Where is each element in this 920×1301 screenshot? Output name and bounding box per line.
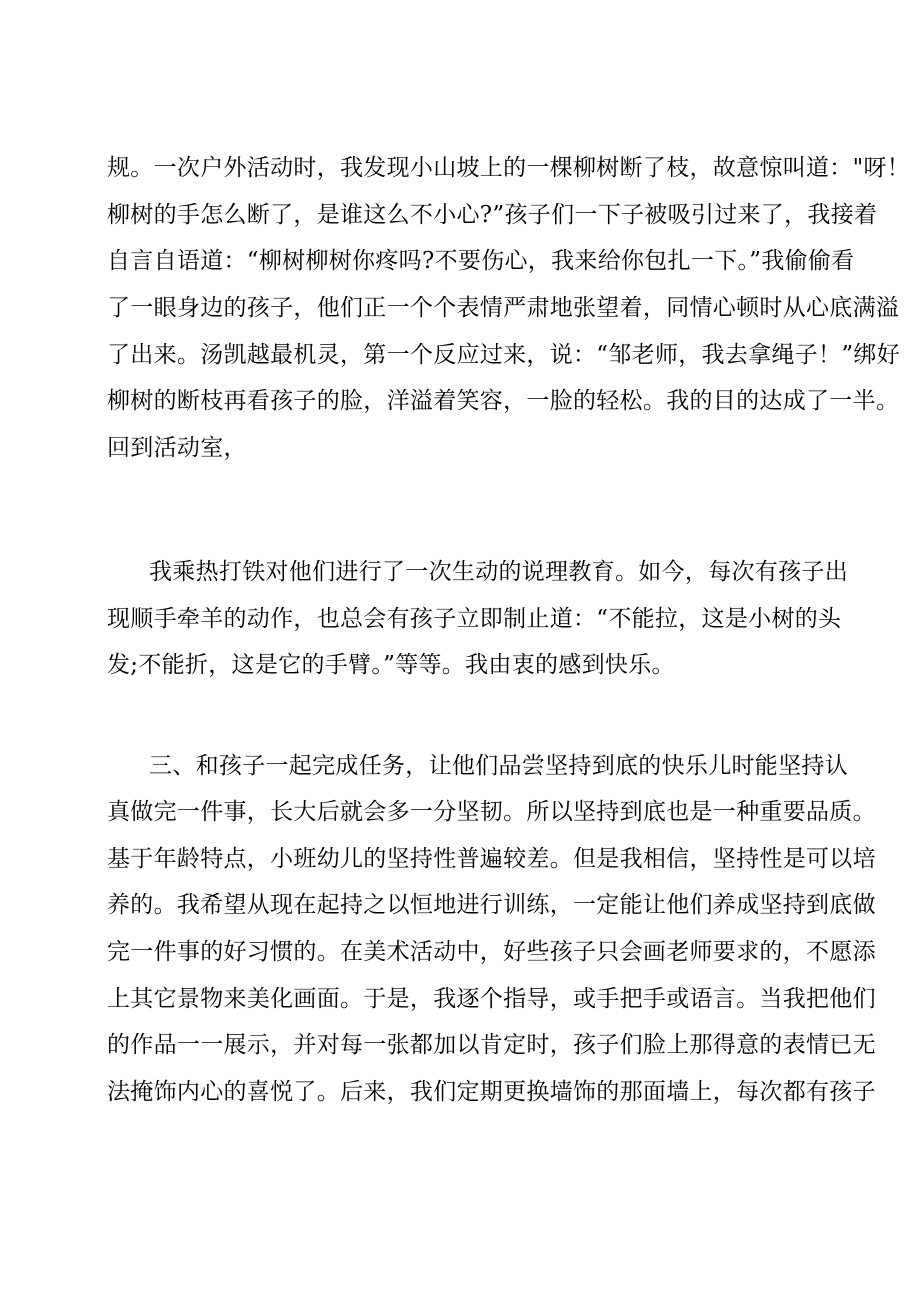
paragraph-3-line-4: 养的。我希望从现在起持之以恒地进行训练，一定能让他们养成坚持到底做	[107, 892, 876, 918]
paragraph-1-line-7: 回到活动室，	[107, 435, 247, 461]
paragraph-2-line-3: 发;不能折，这是它的手臂。”等等。我由衷的感到快乐。	[107, 652, 675, 678]
paragraph-3-line-1: 三、和孩子一起完成任务，让他们品尝坚持到底的快乐儿时能坚持认	[149, 753, 848, 779]
paragraph-3-line-8: 法掩饰内心的喜悦了。后来，我们定期更换墙饰的那面墙上，每次都有孩子	[107, 1079, 876, 1105]
paragraph-2-line-1: 我乘热打铁对他们进行了一次生动的说理教育。如今，每次有孩子出	[149, 559, 848, 585]
paragraph-1-line-1: 规。一次户外活动时，我发现小山坡上的一棵柳树断了枝，故意惊叫道："呀！	[107, 155, 911, 181]
paragraph-1-line-4: 了一眼身边的孩子，他们正一个个表情严肃地张望着，同情心顿时从心底满溢	[107, 295, 900, 321]
paragraph-2-line-2: 现顺手牵羊的动作，也总会有孩子立即制止道：“不能拉，这是小树的头	[107, 606, 842, 632]
paragraph-3-line-2: 真做完一件事，长大后就会多一分坚韧。所以坚持到底也是一种重要品质。	[107, 799, 876, 825]
paragraph-3-line-6: 上其它景物来美化画面。于是，我逐个指导，或手把手或语言。当我把他们	[107, 986, 876, 1012]
paragraph-3-line-5: 完一件事的好习惯的。在美术活动中，好些孩子只会画老师要求的，不愿添	[107, 939, 876, 965]
paragraph-1-line-2: 柳树的手怎么断了，是谁这么不小心?”孩子们一下子被吸引过来了，我接着	[107, 202, 878, 228]
paragraph-3-line-3: 基于年龄特点，小班幼儿的坚持性普遍较差。但是我相信，坚持性是可以培	[107, 846, 876, 872]
paragraph-1-line-5: 了出来。汤凯越最机灵，第一个反应过来，说：“邹老师，我去拿绳子！”绑好	[107, 342, 901, 368]
paragraph-3-line-7: 的作品一一展示，并对每一张都加以肯定时，孩子们脸上那得意的表情已无	[107, 1032, 876, 1058]
paragraph-1-line-6: 柳树的断枝再看孩子的脸，洋溢着笑容，一脸的轻松。我的目的达成了一半。	[107, 388, 900, 414]
paragraph-1-line-3: 自言自语道：“柳树柳树你疼吗?不要伤心，我来给你包扎一下。”我偷偷看	[107, 248, 855, 274]
